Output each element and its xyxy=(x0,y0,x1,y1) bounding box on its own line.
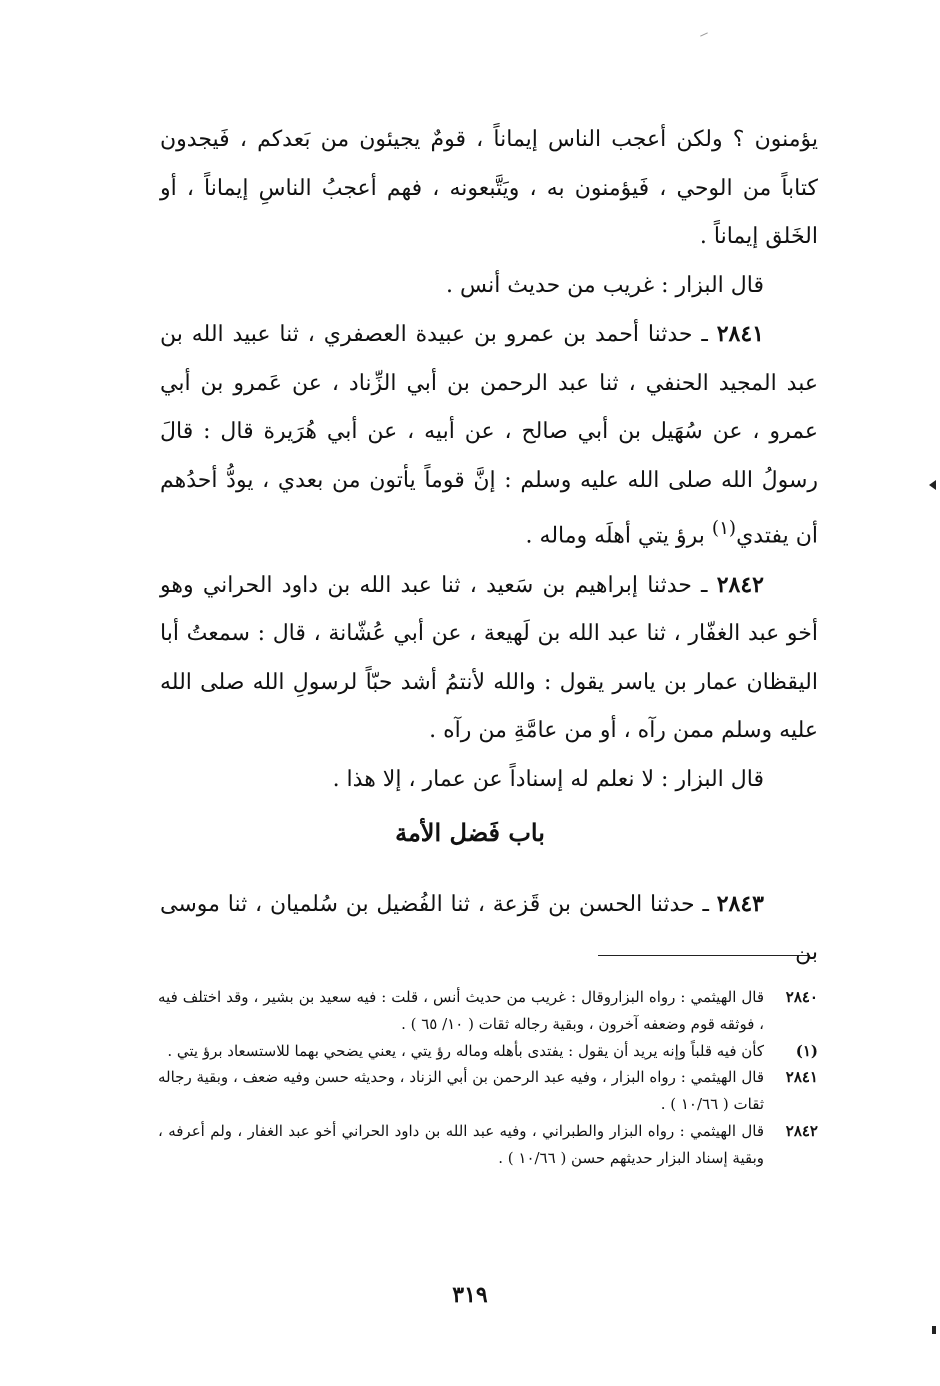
scan-mark xyxy=(700,32,708,36)
hadith-text-end: برؤ يتي أهلَه وماله . xyxy=(525,523,712,549)
footnote-key: (١) xyxy=(795,1041,818,1060)
hadith-text: ـ حدثنا أحمد بن عمرو بن عبيدة العصفري ، ثنا عبيد الله بن عبد المجيد الحنفي ، ثنا عبد الرحمن بن أبي الزِّناد ، عن عَمرو بن أبي عمرو ، عن سُهَيل بن أبي صالح ، عن أبيه ، عن أبي هُرَيرة قال : قالَ رسولُ الله صلى الله عليه وسلم : إنَّ قوماً يأتون من بعدي ، يودُّ أحدُهم أن يفتدي xyxy=(160,322,818,549)
paragraph-continuation: يؤمنون ؟ ولكن أعجب الناس إيماناً ، قومٌ يجيئون من بَعدكم ، فَيجدون كتاباً من الوحي ، فَيؤمنون به ، ويَتَّبعونه ، فهم أعجبُ الناسِ إيماناً ، أو الخَلق إيماناً . xyxy=(160,127,818,249)
hadith-2843 xyxy=(160,880,818,977)
chapter-heading xyxy=(0,818,940,847)
footnote-item xyxy=(158,1064,818,1118)
footnote-text: قال الهيثمي : رواه البزار ، وفيه عبد الرحمن بن أبي الزناد ، وحديثه حسن وفيه ضعف ، وبقية رجاله ثقات ( ١٠/٦٦ ) . xyxy=(158,1068,764,1114)
bazzar-comment-2: قال البزار : لا نعلم له إسناداً عن عمار ، إلا هذا . xyxy=(332,766,764,792)
main-text xyxy=(160,116,818,804)
footnote-item xyxy=(158,984,818,1038)
chapter-heading-text: باب فَضل الأمة xyxy=(395,818,545,847)
bazzar-comment-1: قال البزار : غريب من حديث أنس . xyxy=(446,272,764,298)
hadith-text: ـ حدثنا الحسن بن قَزعة ، ثنا الفُضيل بن سُلميان ، ثنا موسى بن xyxy=(160,892,818,965)
footnotes xyxy=(158,984,818,1172)
footnote-ref: (١) xyxy=(711,518,737,539)
footnote-text: قال الهيثمي : رواه البزاروقال : غريب من حديث أنس ، قلت : فيه سعيد بن بشير ، وقد اختلف فيه ، فوثقه قوم وضعفه آخرون ، وبقية رجاله ثقات ( ١٠/ ٦٥ ) . xyxy=(158,988,764,1033)
page-number: ٣١٩ xyxy=(452,1282,488,1308)
hadith-number: ٢٨٤١ xyxy=(716,321,764,347)
footnote-key: ٢٨٤١ xyxy=(785,1068,818,1087)
footnote-key: ٢٨٤٠ xyxy=(785,988,818,1006)
footnote-key: ٢٨٤٢ xyxy=(785,1121,818,1140)
footnote-text: كأن فيه قلباً وإنه يريد أن يقول : يفتدى بأهله وماله رؤ يتي ، يعني يضحي بهما للاستسعاد برؤ يتي . xyxy=(167,1041,764,1060)
footnote-text: قال الهيثمي : رواه البزار والطبراني ، وفيه عبد الله بن داود الحراني أخو عبد الغفار ، ولم أعرفه ، وبقية إسناد البزار حديثهم حسن ( ١٠/٦٦ ) . xyxy=(158,1121,764,1167)
hadith-number: ٢٨٤٣ xyxy=(716,891,764,917)
margin-arrow-mark xyxy=(929,480,936,490)
hadith-2841 xyxy=(160,310,818,561)
hadith-number: ٢٨٤٢ xyxy=(716,571,764,598)
footnote-divider xyxy=(598,955,810,956)
footnote-item xyxy=(158,1038,818,1065)
hadith-2842 xyxy=(160,561,818,756)
margin-dot-mark xyxy=(932,1326,936,1334)
footnote-item xyxy=(158,1118,818,1172)
hadith-text: ـ حدثنا إبراهيم بن سَعيد ، ثنا عبد الله بن داود الحراني وهو أخو عبد الغفّار ، ثنا عبد الله بن لَهيعة ، عن أبي عُشّانة ، قال : سمعتُ أبا اليقظان عمار بن ياسر يقول : والله لأنتمُ أشد حبّاً لرسولِ الله صلى الله عليه وسلم ممن رآه ، أو من عامَّةِ من رآه . xyxy=(160,572,818,744)
